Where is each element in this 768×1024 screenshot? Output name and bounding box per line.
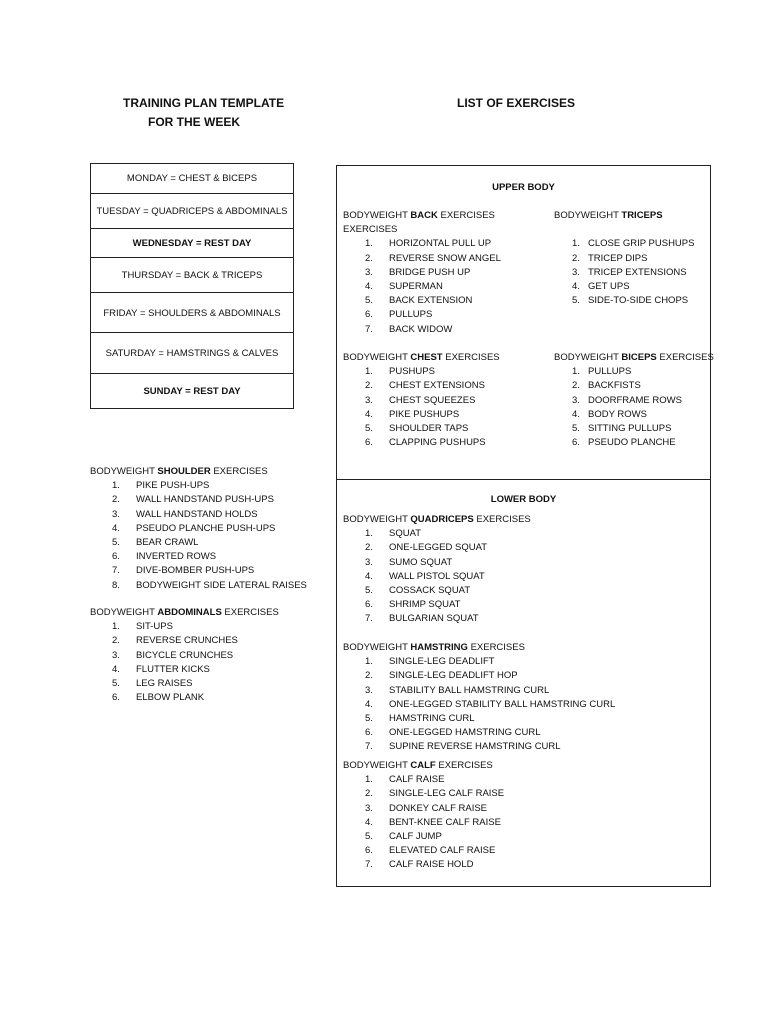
item-text: CLOSE GRIP PUSHUPS <box>588 238 695 250</box>
item-text: PULLUPS <box>588 366 632 378</box>
heading-muscle: CALF <box>410 760 436 771</box>
heading-suffix: EXERCISES <box>476 514 531 525</box>
item-text: CHEST SQUEEZES <box>389 394 476 406</box>
item-text: SIDE-TO-SIDE CHOPS <box>588 295 689 307</box>
list-item: 2. BACKFISTS <box>572 380 641 392</box>
list-item: 2. ONE-LEGGED SQUAT <box>365 542 488 554</box>
item-text: BACKFISTS <box>588 380 641 392</box>
list-item: 2. SINGLE-LEG DEADLIFT HOP <box>365 670 518 682</box>
upper-body-heading: UPPER BODY <box>492 182 555 193</box>
chest-heading <box>343 351 500 365</box>
list-item: 5. BACK EXTENSION <box>365 295 473 307</box>
heading-prefix: BODYWEIGHT <box>90 607 155 618</box>
chest-list <box>343 365 500 450</box>
heading-muscle: SHOULDER <box>157 466 211 477</box>
list-item: 3. WALL HANDSTAND HOLDS <box>112 508 258 520</box>
shoulder-heading <box>90 465 307 479</box>
list-item: 6. SHRIMP SQUAT <box>365 599 461 611</box>
item-text: SUMO SQUAT <box>389 556 453 568</box>
heading-suffix: EXERCISES <box>213 466 268 477</box>
item-text: CALF RAISE <box>389 774 445 786</box>
item-text: CHEST EXTENSIONS <box>389 380 485 392</box>
back-heading-line2: EXERCISES <box>343 224 398 236</box>
item-text: CALF RAISE HOLD <box>389 859 474 871</box>
heading-muscle: ABDOMINALS <box>157 607 222 618</box>
item-text: PIKE PUSH-UPS <box>136 480 210 492</box>
heading-prefix: BODYWEIGHT <box>554 352 619 363</box>
list-item: 4. PSEUDO PLANCHE PUSH-UPS <box>112 522 276 534</box>
heading-suffix: EXERCISES <box>440 210 495 221</box>
list-item: 5. SITTING PULLUPS <box>572 423 672 435</box>
plan-title-line2: FOR THE WEEK <box>148 115 240 129</box>
item-text: SHOULDER TAPS <box>389 423 469 435</box>
section-divider <box>337 479 710 480</box>
week-day-row <box>91 228 293 258</box>
calf-list <box>343 773 504 872</box>
list-item: 4. GET UPS <box>572 281 630 292</box>
item-text: BACK EXTENSION <box>389 295 473 307</box>
abdominals-section <box>90 606 279 705</box>
heading-prefix: BODYWEIGHT <box>343 760 408 771</box>
item-text: DOORFRAME ROWS <box>588 394 682 406</box>
list-item: 6. CLAPPING PUSHUPS <box>365 437 486 449</box>
item-text: SITTING PULLUPS <box>588 423 672 435</box>
item-text: SINGLE-LEG DEADLIFT HOP <box>389 670 518 682</box>
item-text: TRICEP DIPS <box>588 252 648 264</box>
item-text: ELEVATED CALF RAISE <box>389 845 496 857</box>
item-text: SUPINE REVERSE HAMSTRING CURL <box>389 741 561 753</box>
item-text: COSSACK SQUAT <box>389 585 471 597</box>
biceps-heading <box>554 351 714 365</box>
list-item: 6. ELBOW PLANK <box>112 692 205 704</box>
list-item: 4. WALL PISTOL SQUAT <box>365 570 485 582</box>
list-item: 4. SUPERMAN <box>365 281 443 293</box>
heading-suffix: EXERCISES <box>438 760 493 771</box>
list-item: 3. TRICEP EXTENSIONS <box>572 266 687 278</box>
item-text: BENT-KNEE CALF RAISE <box>389 816 501 828</box>
heading-suffix: EXERCISES <box>470 642 525 653</box>
list-item: 2. REVERSE SNOW ANGEL <box>365 252 501 264</box>
hamstring-list <box>343 655 615 754</box>
list-item: 3. BICYCLE CRUNCHES <box>112 649 234 661</box>
item-text: DIVE-BOMBER PUSH-UPS <box>136 565 255 577</box>
item-text: CLAPPING PUSHUPS <box>389 437 486 449</box>
item-text: SUPERMAN <box>389 281 443 293</box>
list-item: 4. FLUTTER KICKS <box>112 663 210 675</box>
heading-suffix: EXERCISES <box>445 352 500 363</box>
shoulder-list <box>90 479 307 593</box>
item-text: INVERTED ROWS <box>136 551 217 563</box>
list-item: 8. BODYWEIGHT SIDE LATERAL RAISES <box>112 579 307 591</box>
item-text: SIT-UPS <box>136 621 173 633</box>
list-item: 4. PIKE PUSHUPS <box>365 408 460 420</box>
biceps-section <box>554 351 714 450</box>
list-item: 4. ONE-LEGGED STABILITY BALL HAMSTRING CURL <box>365 698 616 710</box>
list-item: 3. DONKEY CALF RAISE <box>365 802 488 814</box>
heading-muscle: TRICEPS <box>621 210 663 221</box>
exercise-list-box <box>336 165 714 887</box>
item-text: ONE-LEGGED HAMSTRING CURL <box>389 727 541 739</box>
quadriceps-list <box>343 527 531 626</box>
hamstring-heading <box>343 641 615 655</box>
item-text: HORIZONTAL PULL UP <box>389 238 492 250</box>
item-text: REVERSE SNOW ANGEL <box>389 252 501 264</box>
list-item: 5. CALF JUMP <box>365 831 442 843</box>
item-text: GET UPS <box>588 281 630 292</box>
chest-section <box>343 351 500 450</box>
list-item: 6. PULLUPS <box>365 309 433 321</box>
list-item: 5. LEG RAISES <box>112 678 193 690</box>
list-item: 2. SINGLE-LEG CALF RAISE <box>365 788 505 800</box>
list-item: 4. BODY ROWS <box>572 408 647 420</box>
heading-muscle: CHEST <box>410 352 443 363</box>
item-text: SQUAT <box>389 528 422 540</box>
week-day-text: WEDNESDAY = REST DAY <box>132 238 252 249</box>
week-day-text: SATURDAY = HAMSTRINGS & CALVES <box>105 348 279 359</box>
item-text: BODY ROWS <box>588 408 647 420</box>
heading-prefix: BODYWEIGHT <box>90 466 155 477</box>
abdominals-heading <box>90 606 279 620</box>
list-item: 4. BENT-KNEE CALF RAISE <box>365 816 501 828</box>
heading-suffix: EXERCISES <box>224 607 279 618</box>
list-item: 6. ONE-LEGGED HAMSTRING CURL <box>365 727 541 739</box>
abdominals-list <box>90 620 279 705</box>
heading-prefix: BODYWEIGHT <box>343 642 408 653</box>
heading-prefix: BODYWEIGHT <box>343 352 408 363</box>
list-item: 3. DOORFRAME ROWS <box>572 394 682 406</box>
week-day-row <box>91 257 293 293</box>
list-item: 1. SIT-UPS <box>112 621 173 633</box>
heading-prefix: BODYWEIGHT <box>343 514 408 525</box>
item-text: WALL HANDSTAND PUSH-UPS <box>136 494 274 506</box>
list-item: 3. BRIDGE PUSH UP <box>365 266 471 278</box>
triceps-section <box>554 209 694 308</box>
week-day-row <box>91 373 293 409</box>
item-text: TRICEP EXTENSIONS <box>588 266 687 278</box>
list-item: 1. SQUAT <box>365 528 422 540</box>
item-text: SINGLE-LEG CALF RAISE <box>389 788 505 800</box>
item-text: BULGARIAN SQUAT <box>389 613 479 625</box>
list-item: 5. BEAR CRAWL <box>112 537 199 549</box>
item-text: ONE-LEGGED STABILITY BALL HAMSTRING CURL <box>389 698 616 710</box>
heading-muscle: HAMSTRING <box>410 642 468 653</box>
list-item: 2. TRICEP DIPS <box>572 252 648 264</box>
item-text: REVERSE CRUNCHES <box>136 635 238 647</box>
item-text: PULLUPS <box>389 309 433 321</box>
list-item: 5. COSSACK SQUAT <box>365 585 471 597</box>
item-text: BICYCLE CRUNCHES <box>136 649 234 661</box>
heading-muscle: BACK <box>410 210 438 221</box>
item-text: BACK WIDOW <box>389 323 453 335</box>
list-item: 7. DIVE-BOMBER PUSH-UPS <box>112 565 255 577</box>
week-day-text: THURSDAY = BACK & TRICEPS <box>121 270 263 281</box>
calf-heading <box>343 759 504 773</box>
list-item: 5. SIDE-TO-SIDE CHOPS <box>572 295 689 307</box>
list-item: 3. STABILITY BALL HAMSTRING CURL <box>365 684 550 696</box>
triceps-list <box>554 237 694 308</box>
calf-section <box>343 759 504 873</box>
item-text: PSEUDO PLANCHE <box>588 437 676 449</box>
plan-title-line1: TRAINING PLAN TEMPLATE <box>123 96 285 110</box>
list-item: 1. CALF RAISE <box>365 774 445 786</box>
week-day-text: FRIDAY = SHOULDERS & ABDOMINALS <box>103 307 281 319</box>
triceps-heading <box>554 209 694 223</box>
list-item: 2. CHEST EXTENSIONS <box>365 380 485 392</box>
item-text: STABILITY BALL HAMSTRING CURL <box>389 684 550 696</box>
list-item: 3. SUMO SQUAT <box>365 556 453 568</box>
heading-muscle: QUADRICEPS <box>410 514 474 525</box>
list-item: 1. PUSHUPS <box>365 366 435 378</box>
list-item: 5. SHOULDER TAPS <box>365 423 469 435</box>
back-list <box>343 237 501 336</box>
list-item: 2. REVERSE CRUNCHES <box>112 635 238 647</box>
list-item: 1. PULLUPS <box>572 366 632 378</box>
item-text: WALL PISTOL SQUAT <box>389 570 485 582</box>
week-plan-table <box>90 163 294 409</box>
item-text: WALL HANDSTAND HOLDS <box>136 508 258 520</box>
list-item: 2. WALL HANDSTAND PUSH-UPS <box>112 494 274 506</box>
list-item: 6. ELEVATED CALF RAISE <box>365 845 496 857</box>
item-text: FLUTTER KICKS <box>136 663 210 675</box>
list-item: 6. INVERTED ROWS <box>112 551 217 563</box>
list-item: 7. BACK WIDOW <box>365 323 453 335</box>
item-text: BRIDGE PUSH UP <box>389 266 471 278</box>
list-item: 7. BULGARIAN SQUAT <box>365 613 479 625</box>
week-day-row <box>91 292 293 333</box>
heading-prefix: BODYWEIGHT <box>343 210 408 221</box>
hamstring-section <box>343 641 615 755</box>
item-text: ONE-LEGGED SQUAT <box>389 542 488 554</box>
week-day-row <box>91 164 293 193</box>
week-day-row <box>91 332 293 374</box>
item-text: BEAR CRAWL <box>136 537 199 549</box>
item-text: ELBOW PLANK <box>136 692 205 704</box>
biceps-list <box>554 365 714 450</box>
list-item: 3. CHEST SQUEEZES <box>365 394 476 406</box>
lower-body-heading: LOWER BODY <box>490 494 557 505</box>
list-item: 7. CALF RAISE HOLD <box>365 859 474 871</box>
back-section <box>343 209 501 337</box>
item-text: SINGLE-LEG DEADLIFT <box>389 656 495 668</box>
item-text: SHRIMP SQUAT <box>389 599 461 611</box>
heading-suffix: EXERCISES <box>659 352 714 363</box>
list-item: 1. SINGLE-LEG DEADLIFT <box>365 656 495 668</box>
list-item: 1. HORIZONTAL PULL UP <box>365 238 492 250</box>
week-day-text: MONDAY = CHEST & BICEPS <box>126 173 258 184</box>
list-item: 7. SUPINE REVERSE HAMSTRING CURL <box>365 741 561 753</box>
item-text: PUSHUPS <box>389 366 435 378</box>
list-item: 6. PSEUDO PLANCHE <box>572 437 676 449</box>
back-heading <box>343 209 501 223</box>
quadriceps-section <box>343 513 531 627</box>
shoulder-section <box>90 465 307 593</box>
heading-prefix: BODYWEIGHT <box>554 210 619 221</box>
item-text: CALF JUMP <box>389 831 442 843</box>
list-item: 1. CLOSE GRIP PUSHUPS <box>572 238 695 250</box>
list-item: 1. PIKE PUSH-UPS <box>112 480 210 492</box>
week-day-text: SUNDAY = REST DAY <box>143 386 241 397</box>
quadriceps-heading <box>343 513 531 527</box>
week-day-text: TUESDAY = QUADRICEPS & ABDOMINALS <box>96 206 288 217</box>
exercise-list-title: LIST OF EXERCISES <box>457 96 576 110</box>
item-text: PIKE PUSHUPS <box>389 408 460 420</box>
item-text: DONKEY CALF RAISE <box>389 802 488 814</box>
week-day-row <box>91 193 293 229</box>
item-text: BODYWEIGHT SIDE LATERAL RAISES <box>136 579 307 591</box>
item-text: PSEUDO PLANCHE PUSH-UPS <box>136 522 276 534</box>
list-item: 5. HAMSTRING CURL <box>365 713 475 725</box>
item-text: LEG RAISES <box>136 678 193 690</box>
heading-muscle: BICEPS <box>621 352 657 363</box>
item-text: HAMSTRING CURL <box>389 713 475 725</box>
